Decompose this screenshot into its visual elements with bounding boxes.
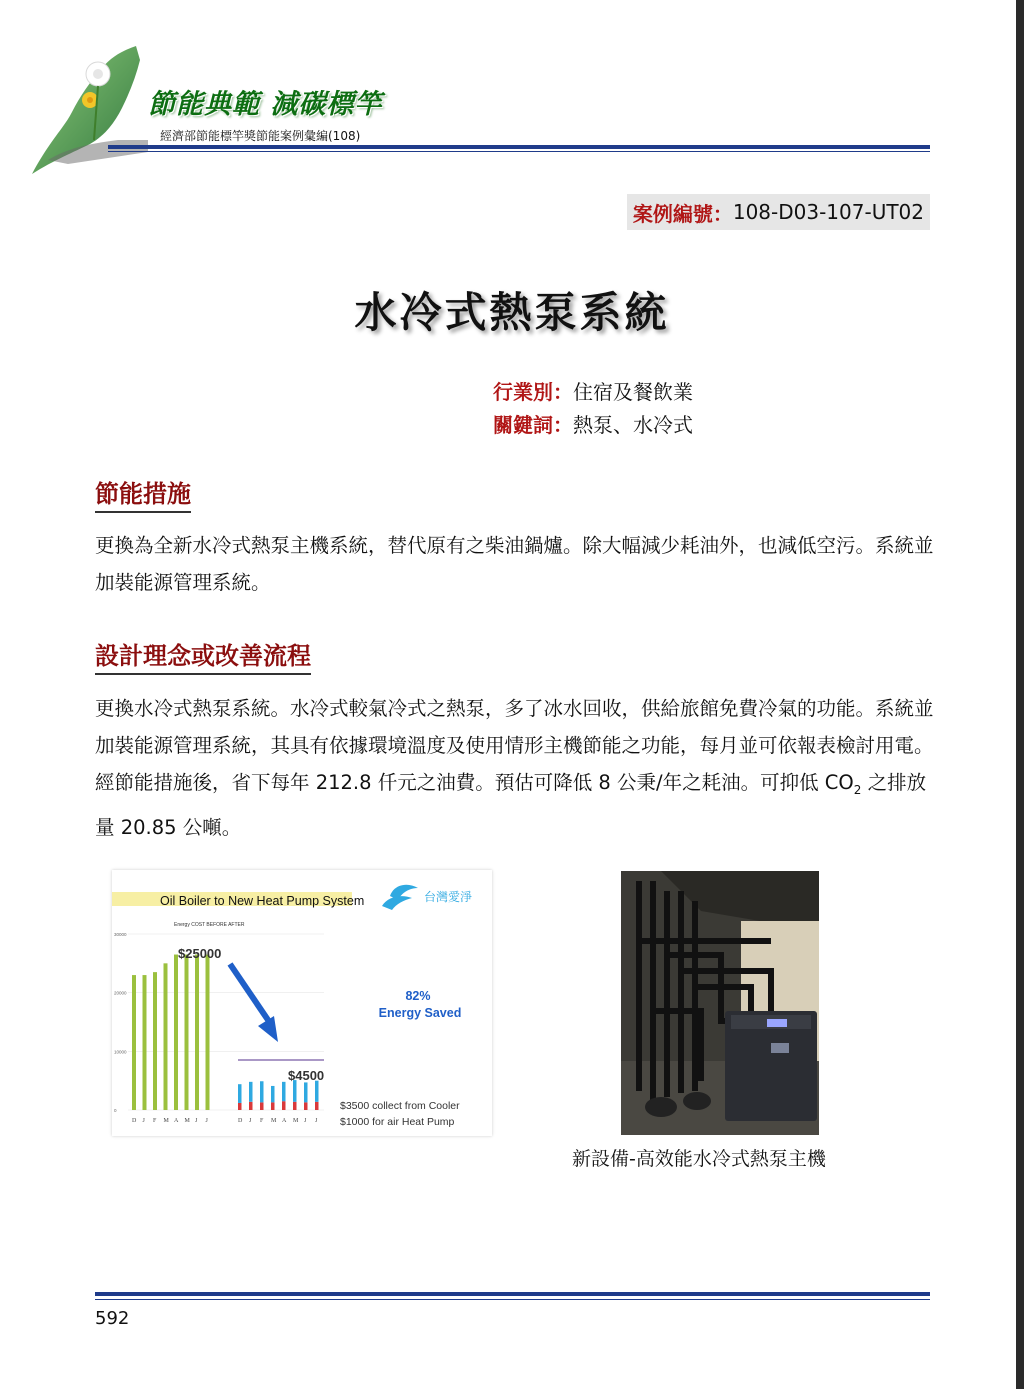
- bar-after-red: [238, 1103, 242, 1110]
- note-cooler: $3500 collect from Cooler: [340, 1100, 460, 1112]
- bar-after-blue: [260, 1081, 264, 1102]
- section-text-measures: 更換為全新水冷式熱泵主機系統，替代原有之柴油鍋爐。除大幅減少耗油外，也減低空污。系統並加裝能源管理系統。: [95, 534, 934, 594]
- logo-island-icon: [28, 40, 168, 180]
- bar-after-blue: [282, 1082, 286, 1101]
- bar-after-blue: [315, 1081, 319, 1102]
- brand-title: 節能典範 減碳標竿: [148, 89, 383, 120]
- month-label-before: M: [184, 1118, 190, 1124]
- bar-before: [185, 955, 189, 1110]
- month-label-after: M: [293, 1118, 299, 1124]
- company-logo-text: 台灣愛淨: [424, 890, 473, 904]
- design-text-part1: 更換水冷式熱泵系統。水冷式較氣冷式之熱泵，多了冰水回收，供給旅館免費冷氣的功能。系統並加裝能源管理系統，其具有依據環境溫度及使用情形主機節能之功能，每月並可依報表檢討用電。經節能措施後，省下每年 212.8 仟元之油費。預估可降低 8 公秉/年之耗油。可抑低 CO: [95, 697, 934, 794]
- bar-after-blue: [238, 1084, 242, 1103]
- bar-before: [143, 975, 147, 1110]
- saved-percent: 82%: [405, 989, 431, 1003]
- bar-before: [206, 955, 210, 1110]
- chart-subtitle: Energy COST BEFORE AFTER: [174, 922, 245, 928]
- industry-value: 住宿及餐飲業: [573, 380, 693, 404]
- bar-before: [195, 955, 199, 1110]
- bar-after-red: [304, 1102, 308, 1110]
- keywords-label: 關鍵詞：: [493, 413, 573, 437]
- bar-after-red: [271, 1102, 275, 1110]
- design-text-part2: 之排放量 20.85 公噸。: [95, 771, 927, 839]
- label-after: $4500: [288, 1068, 325, 1083]
- bar-after-red: [293, 1102, 297, 1110]
- bar-after-blue: [249, 1082, 253, 1102]
- case-number-label: 案例編號：: [632, 201, 733, 226]
- section-heading-design: 設計理念或改善流程: [95, 636, 311, 675]
- energy-cost-chart-figure: [112, 870, 492, 1136]
- header-divider-thin: [108, 151, 930, 152]
- page-title: 水冷式熱泵系統: [354, 288, 670, 337]
- section-text-design: [95, 690, 935, 846]
- decrease-arrow-head: [258, 1016, 278, 1042]
- bar-before: [174, 955, 178, 1110]
- label-before: $25000: [178, 946, 222, 961]
- y-axis-ticks: [114, 932, 127, 1113]
- page-number: 592: [95, 1308, 130, 1329]
- bar-after-blue: [304, 1082, 308, 1102]
- x-axis-months: [132, 1118, 318, 1124]
- bar-before: [132, 975, 136, 1110]
- month-label-after: J: [304, 1118, 307, 1124]
- bar-after-blue: [293, 1080, 297, 1102]
- bar-after-red: [282, 1101, 286, 1110]
- header-divider: [108, 145, 930, 149]
- decrease-arrow: [230, 964, 268, 1020]
- month-label-after: D: [238, 1118, 243, 1124]
- photo-caption: 新設備-高效能水冷式熱泵主機: [572, 1148, 826, 1170]
- chart-bars: [132, 955, 319, 1110]
- case-number-box: [627, 194, 930, 230]
- y-tick-label: 10000: [114, 1049, 127, 1055]
- month-label-before: J: [195, 1118, 198, 1124]
- bar-after-blue: [271, 1086, 275, 1102]
- month-label-after: M: [271, 1118, 277, 1124]
- month-label-before: M: [163, 1118, 169, 1124]
- month-label-before: D: [132, 1118, 137, 1124]
- bar-after-red: [249, 1102, 253, 1110]
- keywords-value: 熱泵、水冷式: [573, 413, 693, 437]
- keywords-line: [493, 409, 693, 438]
- y-tick-label: 0: [114, 1108, 117, 1113]
- footer-divider: [95, 1292, 930, 1296]
- company-logo: [382, 885, 472, 910]
- footer-divider-thin: [95, 1299, 930, 1300]
- chart-title: Oil Boiler to New Heat Pump System: [160, 894, 365, 908]
- month-label-before: J: [205, 1118, 208, 1124]
- bar-before: [164, 963, 168, 1110]
- section-heading-measures: 節能措施: [95, 474, 191, 513]
- page-edge-shadow: [1016, 0, 1024, 1389]
- month-label-after: F: [260, 1118, 264, 1124]
- y-tick-label: 20000: [114, 990, 127, 996]
- month-label-before: F: [153, 1118, 157, 1124]
- month-label-after: J: [249, 1118, 252, 1124]
- saved-text: Energy Saved: [378, 1006, 462, 1020]
- energy-cost-chart: [112, 870, 492, 1136]
- note-air-heat-pump: $1000 for air Heat Pump: [340, 1116, 455, 1128]
- heat-pump-photo: [621, 871, 819, 1135]
- y-tick-label: 30000: [114, 932, 127, 937]
- brand-subtitle: 經濟部節能標竿獎節能案例彙編(108): [160, 129, 361, 143]
- industry-line: [493, 376, 693, 405]
- month-label-after: J: [315, 1118, 318, 1124]
- month-label-after: A: [282, 1118, 287, 1124]
- bar-after-red: [315, 1102, 319, 1110]
- bar-after-red: [260, 1102, 264, 1110]
- design-text-subscript: 2: [853, 782, 862, 797]
- bar-before: [153, 972, 157, 1110]
- month-label-before: A: [174, 1118, 179, 1124]
- month-label-before: J: [142, 1118, 145, 1124]
- case-number-value: 108-D03-107-UT02: [732, 200, 924, 224]
- industry-label: 行業別：: [493, 380, 573, 404]
